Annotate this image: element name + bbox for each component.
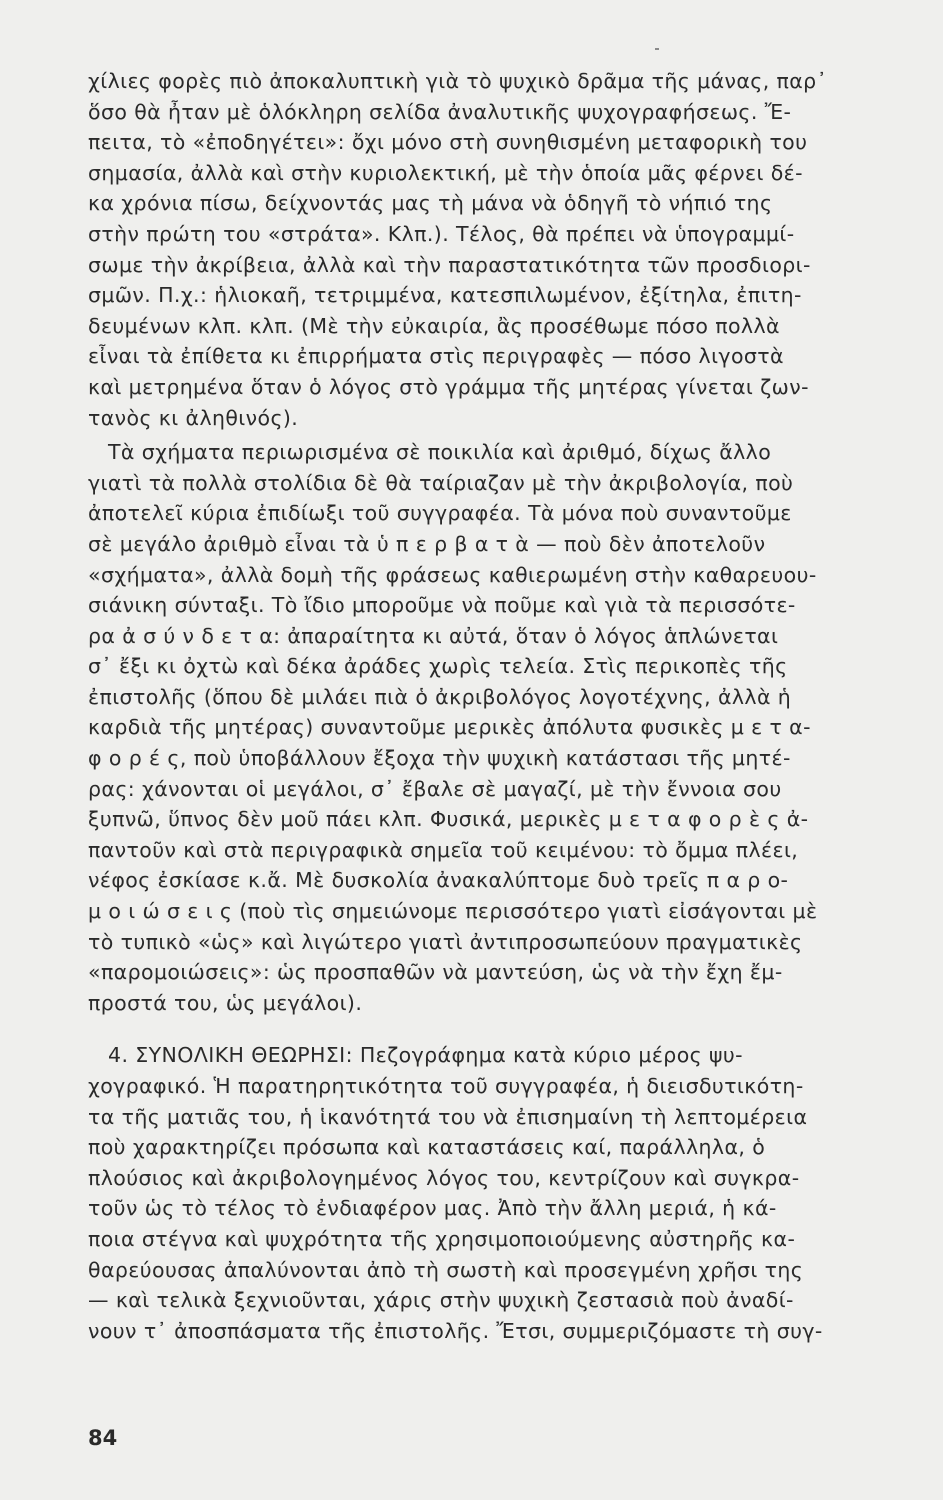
text-line: τανὸς κι ἀληθινός). [88, 405, 299, 430]
text-line: γιατὶ τὰ πολλὰ στολίδια δὲ θὰ ταίριαζαν μὲ τὴν ἀκριβολογία, ποὺ [88, 470, 794, 495]
text-line: ἀποτελεῖ κύρια ἐπιδίωξι τοῦ συγγραφέα. Τὰ μόνα ποὺ συναντοῦμε [88, 501, 792, 526]
text-line: μ ο ι ώ σ ε ι ς (ποὺ τὶς σημειώνομε περισσότερο γιατὶ εἰσάγονται μὲ [88, 899, 818, 924]
paragraph-continued [88, 66, 918, 433]
text-line: νέφος ἐσκίασε κ.ἄ. Μὲ δυσκολία ἀνακαλύπτομε δυὸ τρεῖς π α ρ ο- [88, 868, 789, 893]
text-line: νουν τ᾽ ἀποσπάσματα τῆς ἐπιστολῆς. Ἔτσι, συμμεριζόμαστε τὴ συγ- [88, 1318, 823, 1343]
text-line: ξυπνῶ, ὕπνος δὲν μοῦ πάει κλπ. Φυσικά, μερικὲς μ ε τ α φ ο ρ ὲ ς ἀ- [88, 807, 809, 832]
body-text [88, 66, 918, 1346]
text-line: Τὰ σχήματα περιωρισμένα σὲ ποικιλία καὶ ἀριθμό, δίχως ἄλλο [108, 440, 772, 465]
text-line: ὅσο θὰ ἦταν μὲ ὁλόκληρη σελίδα ἀναλυτικῆς ψυχογραφήσεως. Ἔ- [88, 99, 792, 124]
text-line: καὶ μετρημένα ὅταν ὁ λόγος στὸ γράμμα τῆς μητέρας γίνεται ζων- [88, 374, 809, 399]
text-line: «παρομοιώσεις»: ὡς προσπαθῶν νὰ μαντεύση, ὡς νὰ τὴν ἔχη ἔμ- [88, 960, 783, 985]
text-line: σημασία, ἀλλὰ καὶ στὴν κυριολεκτική, μὲ τὴν ὁποία μᾶς φέρνει δέ- [88, 160, 803, 185]
text-line: προστά του, ὡς μεγάλοι). [88, 990, 363, 1015]
paragraph-figures [88, 437, 918, 1018]
text-line: φ ο ρ έ ς, ποὺ ὑποβάλλουν ἔξοχα τὴν ψυχικὴ κατάστασι τῆς μητέ- [88, 746, 791, 771]
text-line: ποὺ χαρακτηρίζει πρόσωπα καὶ καταστάσεις καί, παράλληλα, ὁ [88, 1135, 766, 1160]
text-line: σιάνικη σύνταξι. Τὸ ἴδιο μποροῦμε νὰ ποῦμε καὶ γιὰ τὰ περισσότε- [88, 593, 796, 618]
text-line: πειτα, τὸ «ἐποδηγέτει»: ὄχι μόνο στὴ συνηθισμένη μεταφορικὴ του [88, 130, 808, 155]
text-line: σὲ μεγάλο ἀριθμὸ εἶναι τὰ ὑ π ε ρ β α τ ὰ — ποὺ δὲν ἀποτελοῦν [88, 531, 766, 556]
text-line: ποια στέγνα καὶ ψυχρότητα τῆς χρησιμοποιούμενης αὐστηρῆς κα- [88, 1226, 796, 1251]
page-number: 84 [88, 1426, 118, 1450]
text-line: «σχήματα», ἀλλὰ δομὴ τῆς φράσεως καθιερωμένη στὴν καθαρευου- [88, 562, 817, 587]
text-line: ρα ἀ σ ύ ν δ ε τ α: ἀπαραίτητα κι αὐτά, ὅταν ὁ λόγος ἁπλώνεται [88, 623, 779, 648]
text-line: ἐπιστολῆς (ὅπου δὲ μιλάει πιὰ ὁ ἀκριβολόγος λογοτέχνης, ἀλλὰ ἡ [88, 684, 792, 709]
text-line: πλούσιος καὶ ἀκριβολογημένος λόγος του, κεντρίζουν καὶ συγκρα- [88, 1165, 800, 1190]
text-line: χογραφικό. Ἡ παρατηρητικότητα τοῦ συγγραφέα, ἡ διεισδυτικότη- [88, 1074, 804, 1098]
text-line: τα τῆς ματιᾶς του, ἡ ἱκανότητά του νὰ ἐπισημαίνη τὴ λεπτομέρεια [88, 1104, 808, 1129]
section-heading-line: 4. ΣΥΝΟΛΙΚΗ ΘΕΩΡΗΣΙ: Πεζογράφημα κατὰ κύριο μέρος ψυ- [108, 1043, 743, 1068]
text-line: καρδιὰ τῆς μητέρας) συναντοῦμε μερικὲς ἀπόλυτα φυσικὲς μ ε τ α- [88, 715, 811, 740]
text-line: εἶναι τὰ ἐπίθετα κι ἐπιρρήματα στὶς περιγραφὲς — πόσο λιγοστὰ [88, 344, 784, 369]
text-line: παντοῦν καὶ στὰ περιγραφικὰ σημεῖα τοῦ κειμένου: τὸ ὄμμα πλέει, [88, 837, 799, 862]
text-line: θαρεύουσας ἀπαλύνονται ἀπὸ τὴ σωστὴ καὶ προσεγμένη χρῆσι της [88, 1257, 804, 1282]
text-line: σ᾽ ἔξι κι ὀχτὼ καὶ δέκα ἀράδες χωρὶς τελεία. Στὶς περικοπὲς τῆς [88, 654, 788, 679]
text-line: τὸ τυπικὸ «ὡς» καὶ λιγώτερο γιατὶ ἀντιπροσωπεύουν πραγματικὲς [88, 929, 803, 954]
text-line: κα χρόνια πίσω, δείχνοντάς μας τὴ μάνα νὰ ὁδηγῆ τὸ νήπιό της [88, 191, 773, 216]
text-line: — καὶ τελικὰ ξεχνιοῦνται, χάρις στὴν ψυχικὴ ζεστασιὰ ποὺ ἀναδί- [88, 1288, 794, 1313]
section-overall-view [88, 1040, 918, 1346]
print-speck [655, 48, 659, 50]
text-line: σωμε τὴν ἀκρίβεια, ἀλλὰ καὶ τὴν παραστατικότητα τῶν προσδιορι- [88, 252, 811, 277]
text-line: σμῶν. Π.χ.: ἡλιοκαῆ, τετριμμένα, κατεσπιλωμένον, ἐξίτηλα, ἐπιτη- [88, 283, 802, 308]
text-line: δευμένων κλπ. κλπ. (Μὲ τὴν εὐκαιρία, ἂς προσέθωμε πόσο πολλὰ [88, 313, 780, 338]
text-line: χίλιες φορὲς πιὸ ἀποκαλυπτικὴ γιὰ τὸ ψυχικὸ δρᾶμα τῆς μάνας, παρ᾽ [88, 69, 828, 93]
text-line: τοῦν ὡς τὸ τέλος τὸ ἐνδιαφέρον μας. Ἀπὸ τὴν ἄλλη μεριά, ἡ κά- [88, 1196, 777, 1221]
text-line: ρας: χάνονται οἱ μεγάλοι, σ᾽ ἔβαλε σὲ μαγαζί, μὲ τὴν ἔννοια σου [88, 776, 782, 801]
text-line: στὴν πρώτη του «στράτα». Κλπ.). Τέλος, θὰ πρέπει νὰ ὑπογραμμί- [88, 221, 795, 246]
